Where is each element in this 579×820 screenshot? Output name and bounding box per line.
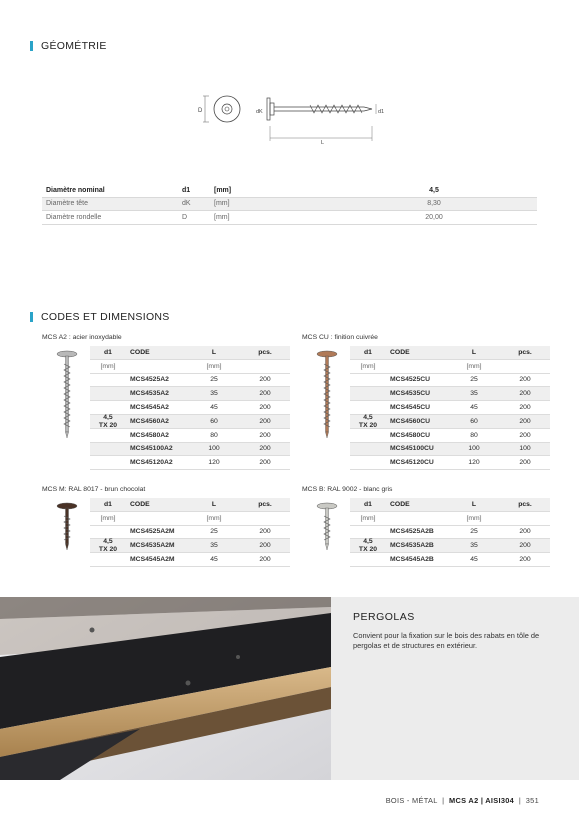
product-table	[90, 498, 290, 567]
screw-image	[56, 502, 78, 552]
section-title-geometry	[30, 40, 107, 52]
head-side	[270, 103, 274, 115]
product-code: MCS4525A2	[130, 376, 169, 384]
page-number: 351	[525, 796, 539, 805]
table-row: MCS4535A2B 35 200	[350, 539, 550, 553]
table-row: MCS4525CU 25 200	[350, 374, 550, 388]
product-code: MCS4525A2B	[390, 528, 434, 536]
pergola-photo-drawing	[0, 597, 331, 780]
section-marker	[30, 41, 33, 51]
washer-inner	[222, 104, 232, 114]
diameter-value: 4,5	[103, 413, 113, 421]
table-header-row: d1 CODE L pcs.	[90, 346, 290, 360]
table-row: MCS45120A2 120 200	[90, 456, 290, 470]
product-block-label: MCS M: RAL 8017 - brun chocolat	[42, 486, 146, 493]
product-code: MCS4535A2	[130, 390, 169, 398]
diameter-value: 4,5	[103, 538, 113, 546]
screw-geometry-drawing	[190, 86, 390, 146]
diameter-drive-cell	[90, 538, 126, 554]
thread	[310, 105, 362, 113]
table-unit-row: [mm] [mm]	[90, 512, 290, 526]
table-row: MCS4525A2B 25 200	[350, 526, 550, 540]
drive-type: TX 20	[358, 546, 378, 554]
diameter-value: 4,5	[363, 413, 373, 421]
product-code: MCS45100A2	[130, 445, 173, 453]
table-row: MCS4525A2M 25 200	[90, 526, 290, 540]
section-title-codes	[30, 311, 170, 323]
geometry-row: Diamètre rondelle D [mm] 20,00	[42, 211, 537, 225]
codes-title: CODES ET DIMENSIONS	[41, 311, 170, 323]
product-block	[42, 486, 290, 569]
label-dK: dK	[256, 109, 263, 115]
pergolas-title: PERGOLAS	[353, 611, 415, 623]
product-code: MCS4580CU	[390, 431, 431, 439]
diameter-value: 4,5	[363, 538, 373, 546]
drive-type: TX 20	[98, 546, 118, 554]
table-row: MCS4580A2 80 200	[90, 429, 290, 443]
footer-product: MCS A2 | AISI304	[449, 796, 515, 805]
product-table	[350, 498, 550, 567]
table-row: MCS4535CU 35 200	[350, 387, 550, 401]
table-row: MCS4545A2B 45 200	[350, 553, 550, 567]
product-code: MCS4545A2	[130, 404, 169, 412]
product-code: MCS4545A2M	[130, 556, 175, 564]
product-block	[42, 334, 290, 472]
screw-image	[316, 350, 338, 440]
drive-type: TX 20	[358, 421, 378, 429]
table-row: MCS4525A2 25 200	[90, 374, 290, 388]
product-code: MCS45100CU	[390, 445, 434, 453]
product-block	[302, 486, 550, 569]
section-marker	[30, 312, 33, 322]
table-row: MCS4545A2 45 200	[90, 401, 290, 415]
product-block-label: MCS A2 : acier inoxydable	[42, 334, 122, 341]
product-code: MCS4535CU	[390, 390, 431, 398]
page-footer: BOIS - MÉTAL | MCS A2 | AISI304 | 351	[385, 796, 539, 805]
table-row: MCS45100CU 100 100	[350, 443, 550, 457]
product-code: MCS4535A2M	[130, 542, 175, 550]
geometry-row: Diamètre tête dK [mm] 8,30	[42, 198, 537, 212]
product-code: MCS4545A2B	[390, 556, 434, 564]
label-D: D	[198, 108, 203, 114]
washer-outer	[214, 96, 240, 122]
product-block-label: MCS CU : finition cuivrée	[302, 334, 378, 341]
table-row: MCS4560CU 60 200	[350, 415, 550, 429]
product-code: MCS4580A2	[130, 431, 169, 439]
table-row: MCS4535A2M 35 200	[90, 539, 290, 553]
diameter-drive-cell	[350, 414, 386, 430]
product-code: MCS45120A2	[130, 459, 173, 467]
pergolas-text: Convient pour la fixation sur le bois des rabats en tôle de pergolas et de structures en extérieur.	[353, 631, 540, 650]
product-code: MCS4560A2	[130, 417, 169, 425]
screw-image	[316, 502, 338, 552]
label-d1: d1	[378, 109, 385, 115]
product-code: MCS4535A2B	[390, 542, 434, 550]
geometry-title: GÉOMÉTRIE	[41, 40, 107, 52]
table-header-row: d1 CODE L pcs.	[350, 346, 550, 360]
pergolas-panel	[331, 597, 579, 780]
product-code: MCS4560CU	[390, 417, 431, 425]
table-row: MCS45120CU 120 200	[350, 456, 550, 470]
product-code: MCS45120CU	[390, 459, 434, 467]
pergola-photo	[0, 597, 331, 780]
product-code: MCS4525A2M	[130, 528, 175, 536]
table-unit-row: [mm] [mm]	[350, 512, 550, 526]
table-row: MCS4580CU 80 200	[350, 429, 550, 443]
table-row: MCS4545A2M 45 200	[90, 553, 290, 567]
product-code: MCS4525CU	[390, 376, 431, 384]
table-header-row: d1 CODE L pcs.	[90, 498, 290, 512]
table-header-row: d1 CODE L pcs.	[350, 498, 550, 512]
table-row: MCS45100A2 100 200	[90, 443, 290, 457]
screw-image	[56, 350, 78, 440]
diameter-drive-cell	[90, 414, 126, 430]
table-row: MCS4545CU 45 200	[350, 401, 550, 415]
diameter-drive-cell	[350, 538, 386, 554]
product-block	[302, 334, 550, 472]
geometry-row: Diamètre nominal d1 [mm] 4,5	[42, 184, 537, 198]
product-table	[350, 346, 550, 470]
label-L: L	[321, 140, 325, 146]
product-block-label: MCS B: RAL 9002 - blanc gris	[302, 486, 393, 493]
table-unit-row: [mm] [mm]	[90, 360, 290, 374]
table-row: MCS4560A2 60 200	[90, 415, 290, 429]
product-code: MCS4545CU	[390, 404, 431, 412]
table-unit-row: [mm] [mm]	[350, 360, 550, 374]
drive-type: TX 20	[98, 421, 118, 429]
table-row: MCS4535A2 35 200	[90, 387, 290, 401]
footer-category: BOIS - MÉTAL	[385, 796, 438, 805]
geometry-table	[42, 184, 537, 225]
product-table	[90, 346, 290, 470]
washer-side	[267, 98, 270, 120]
